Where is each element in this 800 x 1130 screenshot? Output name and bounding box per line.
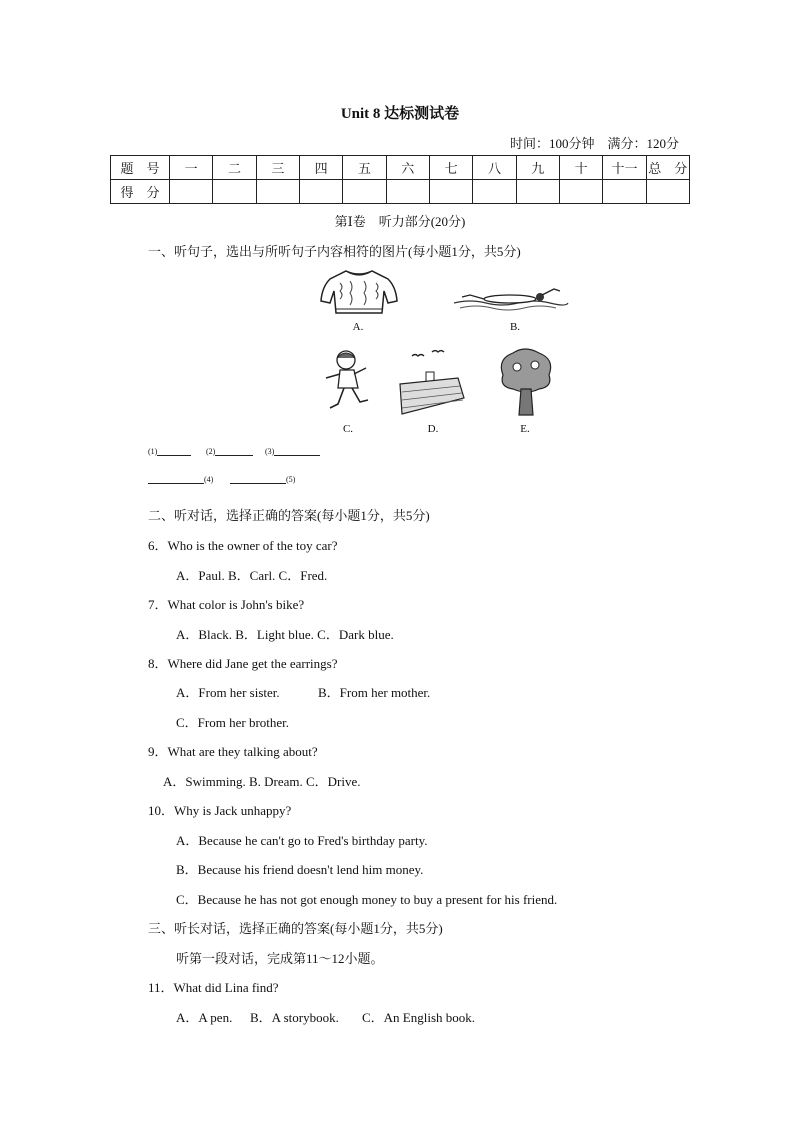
answer-blank-4[interactable]	[148, 475, 213, 484]
question-8-option-a: A．From her sister.	[176, 685, 280, 700]
part-title: 第Ⅰ卷 听力部分(20分)	[334, 214, 466, 229]
question-9: 9．What are they talking about?	[148, 744, 318, 759]
question-8: 8．Where did Jane get the earrings?	[148, 656, 338, 671]
score-cell-label: 题 号	[111, 156, 170, 180]
section3-intro: 听第一段对话，完成第11～12小题。	[176, 951, 384, 966]
blank-label: (3)	[265, 447, 275, 456]
question-10-option-a: A．Because he can't go to Fred's birthday party.	[176, 833, 428, 848]
section1-heading: 一、听句子，选出与所听句子内容相符的图片(每小题1分，共5分)	[148, 244, 521, 259]
score-cell: 一	[170, 156, 213, 180]
question-11-option-b: B．A storybook.	[250, 1010, 339, 1025]
blank-label: (2)	[206, 447, 216, 456]
score-input-cell[interactable]	[213, 180, 256, 204]
score-input-cell[interactable]	[559, 180, 602, 204]
score-cell: 二	[213, 156, 256, 180]
picture-caption: B.	[509, 321, 521, 333]
question-7-options: A．Black. B．Light blue. C．Dark blue.	[176, 627, 394, 642]
exam-meta: 时间：100分钟 满分：120分	[509, 136, 679, 151]
picture-caption: D.	[427, 423, 439, 435]
question-10-option-b: B．Because his friend doesn't lend him money.	[176, 862, 424, 877]
question-10-option-c: C．Because he has not got enough money to buy a present for his friend.	[176, 892, 558, 907]
score-table-score-row	[111, 180, 690, 204]
score-cell: 九	[516, 156, 559, 180]
picture-caption: E.	[520, 423, 530, 435]
score-cell: 七	[429, 156, 472, 180]
answer-blank-3[interactable]	[265, 447, 320, 456]
sweater-icon	[318, 265, 400, 317]
question-8-option-c: C．From her brother.	[176, 715, 290, 730]
answer-blank-2[interactable]	[206, 447, 253, 456]
question-8-option-b: B．From her mother.	[318, 685, 431, 700]
question-6-options: A．Paul. B．Carl. C．Fred.	[176, 568, 328, 583]
picture-caption: A.	[352, 321, 364, 333]
score-cell: 五	[343, 156, 386, 180]
question-6: 6．Who is the owner of the toy car?	[148, 538, 338, 553]
score-input-cell[interactable]	[170, 180, 213, 204]
score-input-cell[interactable]	[516, 180, 559, 204]
question-11-option-c: C．An English book.	[362, 1010, 476, 1025]
score-cell: 十	[559, 156, 602, 180]
score-table-header-row	[111, 156, 690, 180]
score-input-cell[interactable]	[646, 180, 689, 204]
answer-blank-5[interactable]	[230, 475, 295, 484]
blank-label: (5)	[286, 475, 296, 484]
score-input-cell[interactable]	[429, 180, 472, 204]
question-11-option-a: A．A pen.	[176, 1010, 233, 1025]
tree-icon	[493, 345, 559, 417]
score-input-cell[interactable]	[256, 180, 299, 204]
score-cell: 十一	[603, 156, 646, 180]
score-row-label: 得 分	[111, 180, 170, 204]
roof-birds-icon	[398, 348, 466, 416]
score-cell: 八	[473, 156, 516, 180]
score-input-cell[interactable]	[473, 180, 516, 204]
swimmer-icon	[450, 285, 570, 313]
question-7: 7．What color is John's bike?	[148, 597, 305, 612]
blank-label: (1)	[148, 447, 158, 456]
score-table	[110, 155, 690, 204]
section3-heading: 三、听长对话，选择正确的答案(每小题1分，共5分)	[148, 921, 443, 936]
score-input-cell[interactable]	[603, 180, 646, 204]
running-girl-icon	[316, 348, 376, 416]
page-title: Unit 8 达标测试卷	[340, 106, 460, 122]
score-input-cell[interactable]	[299, 180, 342, 204]
blank-label: (4)	[204, 475, 214, 484]
picture-caption: C.	[342, 423, 354, 435]
question-10: 10．Why is Jack unhappy?	[148, 803, 292, 818]
score-cell-total: 总 分	[646, 156, 689, 180]
score-cell: 三	[256, 156, 299, 180]
question-9-options: A．Swimming. B. Dream. C．Drive.	[163, 774, 361, 789]
answer-blank-1[interactable]	[148, 447, 191, 456]
question-11: 11．What did Lina find?	[148, 980, 279, 995]
section2-heading: 二、听对话，选择正确的答案(每小题1分，共5分)	[148, 508, 430, 523]
score-cell: 四	[299, 156, 342, 180]
score-cell: 六	[386, 156, 429, 180]
score-input-cell[interactable]	[343, 180, 386, 204]
score-input-cell[interactable]	[386, 180, 429, 204]
